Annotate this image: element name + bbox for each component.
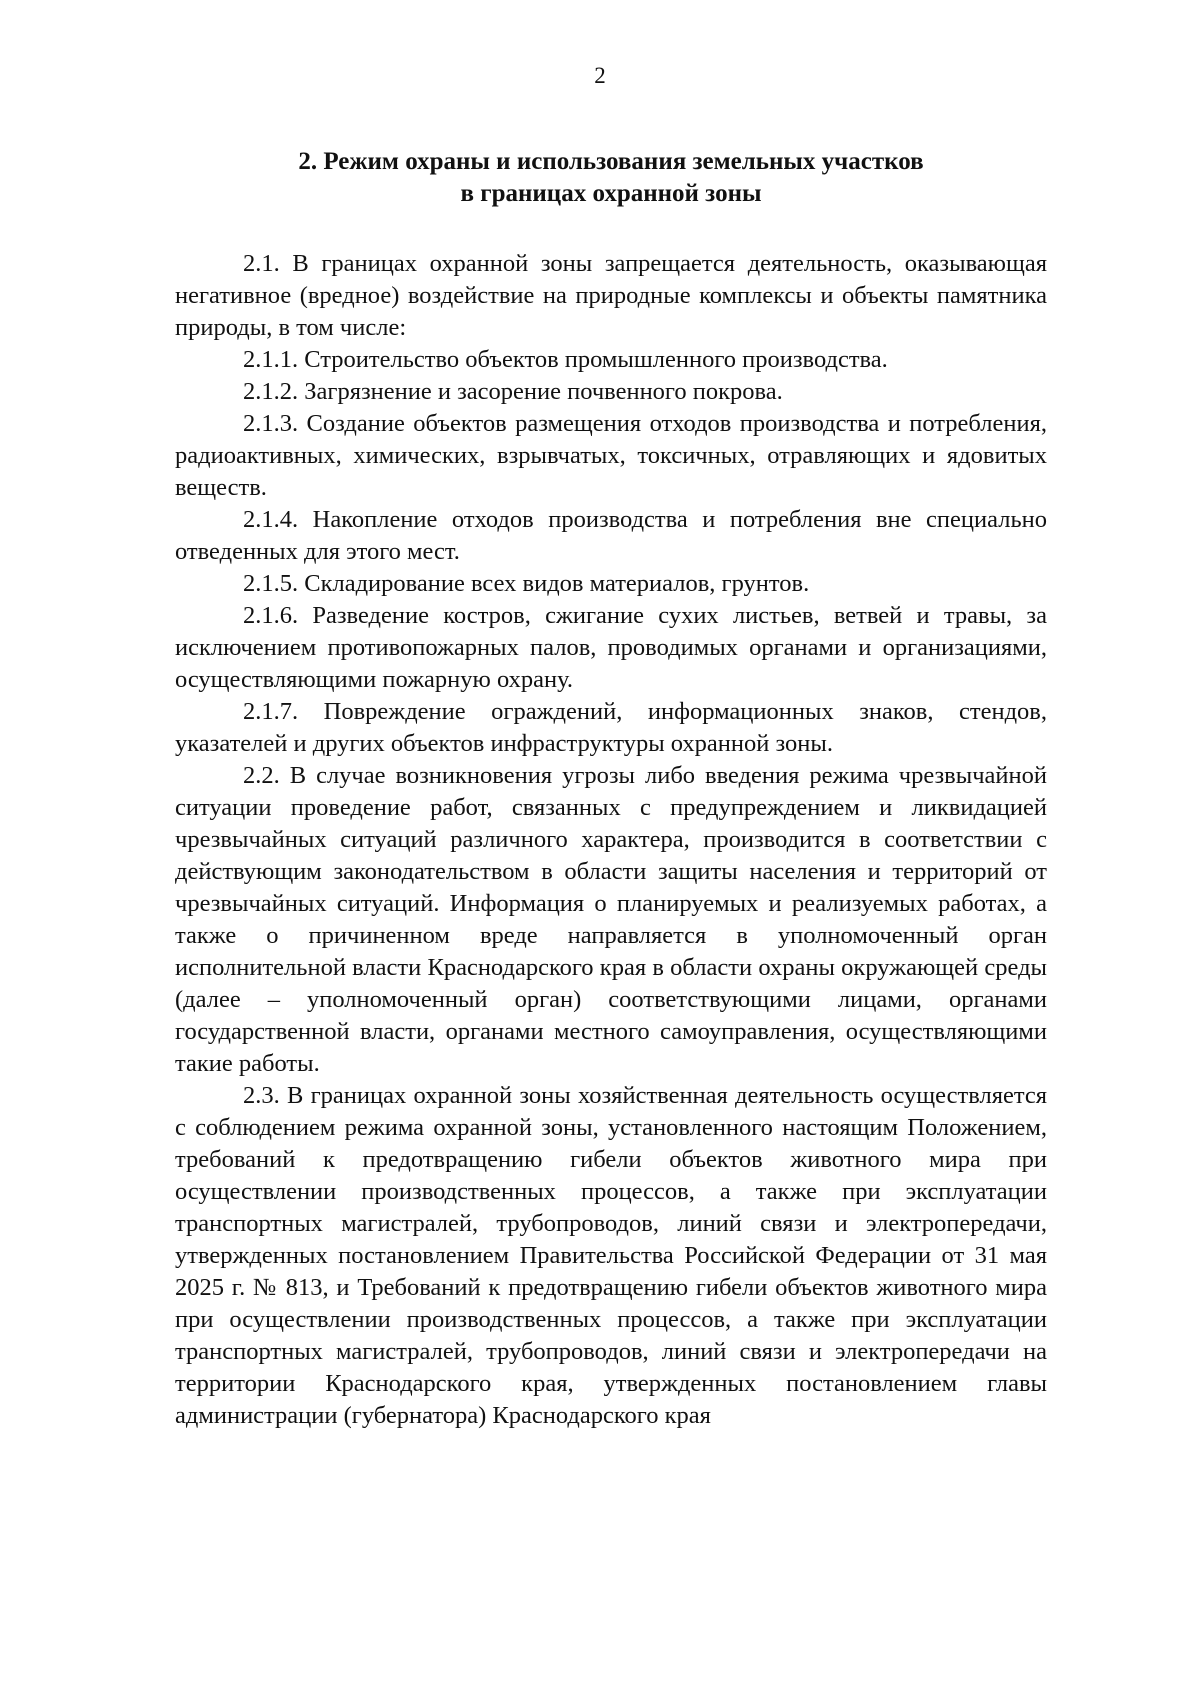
paragraph-2-2: 2.2. В случае возникновения угрозы либо введения режима чрезвычайной ситуации проведение работ, связанных с предупреждением и ликвидацией чрезвычайных ситуаций различного характера, производится в соответствии с действующим законодательством в области защиты населения и территорий от чрезвычайных ситуаций. Информация о планируемых и реализуемых работах, а также о причиненном вреде направляется в уполномоченный орган исполнительной власти Краснодарского края в области охраны окружающей среды (далее – уполномоченный орган) соответствующими лицами, органами государственной власти, органами местного самоуправления, осуществляющими такие работы. [175, 762, 1047, 1077]
paragraph-2-1-3: 2.1.3. Создание объектов размещения отходов производства и потребления, радиоактивных, химических, взрывчатых, токсичных, отравляющих и ядовитых веществ. [175, 410, 1047, 501]
document-body [175, 248, 1047, 1432]
paragraph-2-1-2: 2.1.2. Загрязнение и засорение почвенного покрова. [243, 378, 783, 405]
paragraph-2-1-5: 2.1.5. Складирование всех видов материалов, грунтов. [243, 570, 810, 597]
paragraph-2-1: 2.1. В границах охранной зоны запрещается деятельность, оказывающая негативное (вредное) воздействие на природные комплексы и объекты памятника природы, в том числе: [175, 250, 1047, 341]
paragraph-2-1-6: 2.1.6. Разведение костров, сжигание сухих листьев, ветвей и травы, за исключением противопожарных палов, проводимых органами и организациями, осуществляющими пожарную охрану. [175, 602, 1047, 693]
section-heading-line-2: в границах охранной зоны [460, 180, 762, 207]
section-heading [175, 146, 1047, 210]
paragraph-2-1-1: 2.1.1. Строительство объектов промышленного производства. [243, 346, 888, 373]
paragraph-2-1-7: 2.1.7. Повреждение ограждений, информационных знаков, стендов, указателей и других объектов инфраструктуры охранной зоны. [175, 698, 1047, 757]
paragraph-2-1-4: 2.1.4. Накопление отходов производства и потребления вне специально отведенных для этого мест. [175, 506, 1047, 565]
paragraph-2-3: 2.3. В границах охранной зоны хозяйственная деятельность осуществляется с соблюдением режима охранной зоны, установленного настоящим Положением, требований к предотвращению гибели объектов животного мира при осуществлении производственных процессов, а также при эксплуатации транспортных магистралей, трубопроводов, линий связи и электропередачи, утвержденных постановлением Правительства Российской Федерации от 31 мая 2025 г. № 813, и Требований к предотвращению гибели объектов животного мира при осуществлении производственных процессов, а также при эксплуатации транспортных магистралей, трубопроводов, линий связи и электропередачи на территории Краснодарского края, утвержденных постановлением главы администрации (губернатора) Краснодарского края [175, 1082, 1047, 1429]
page-number: 2 [594, 63, 606, 88]
section-heading-line-1: 2. Режим охраны и использования земельных участков [298, 148, 924, 175]
